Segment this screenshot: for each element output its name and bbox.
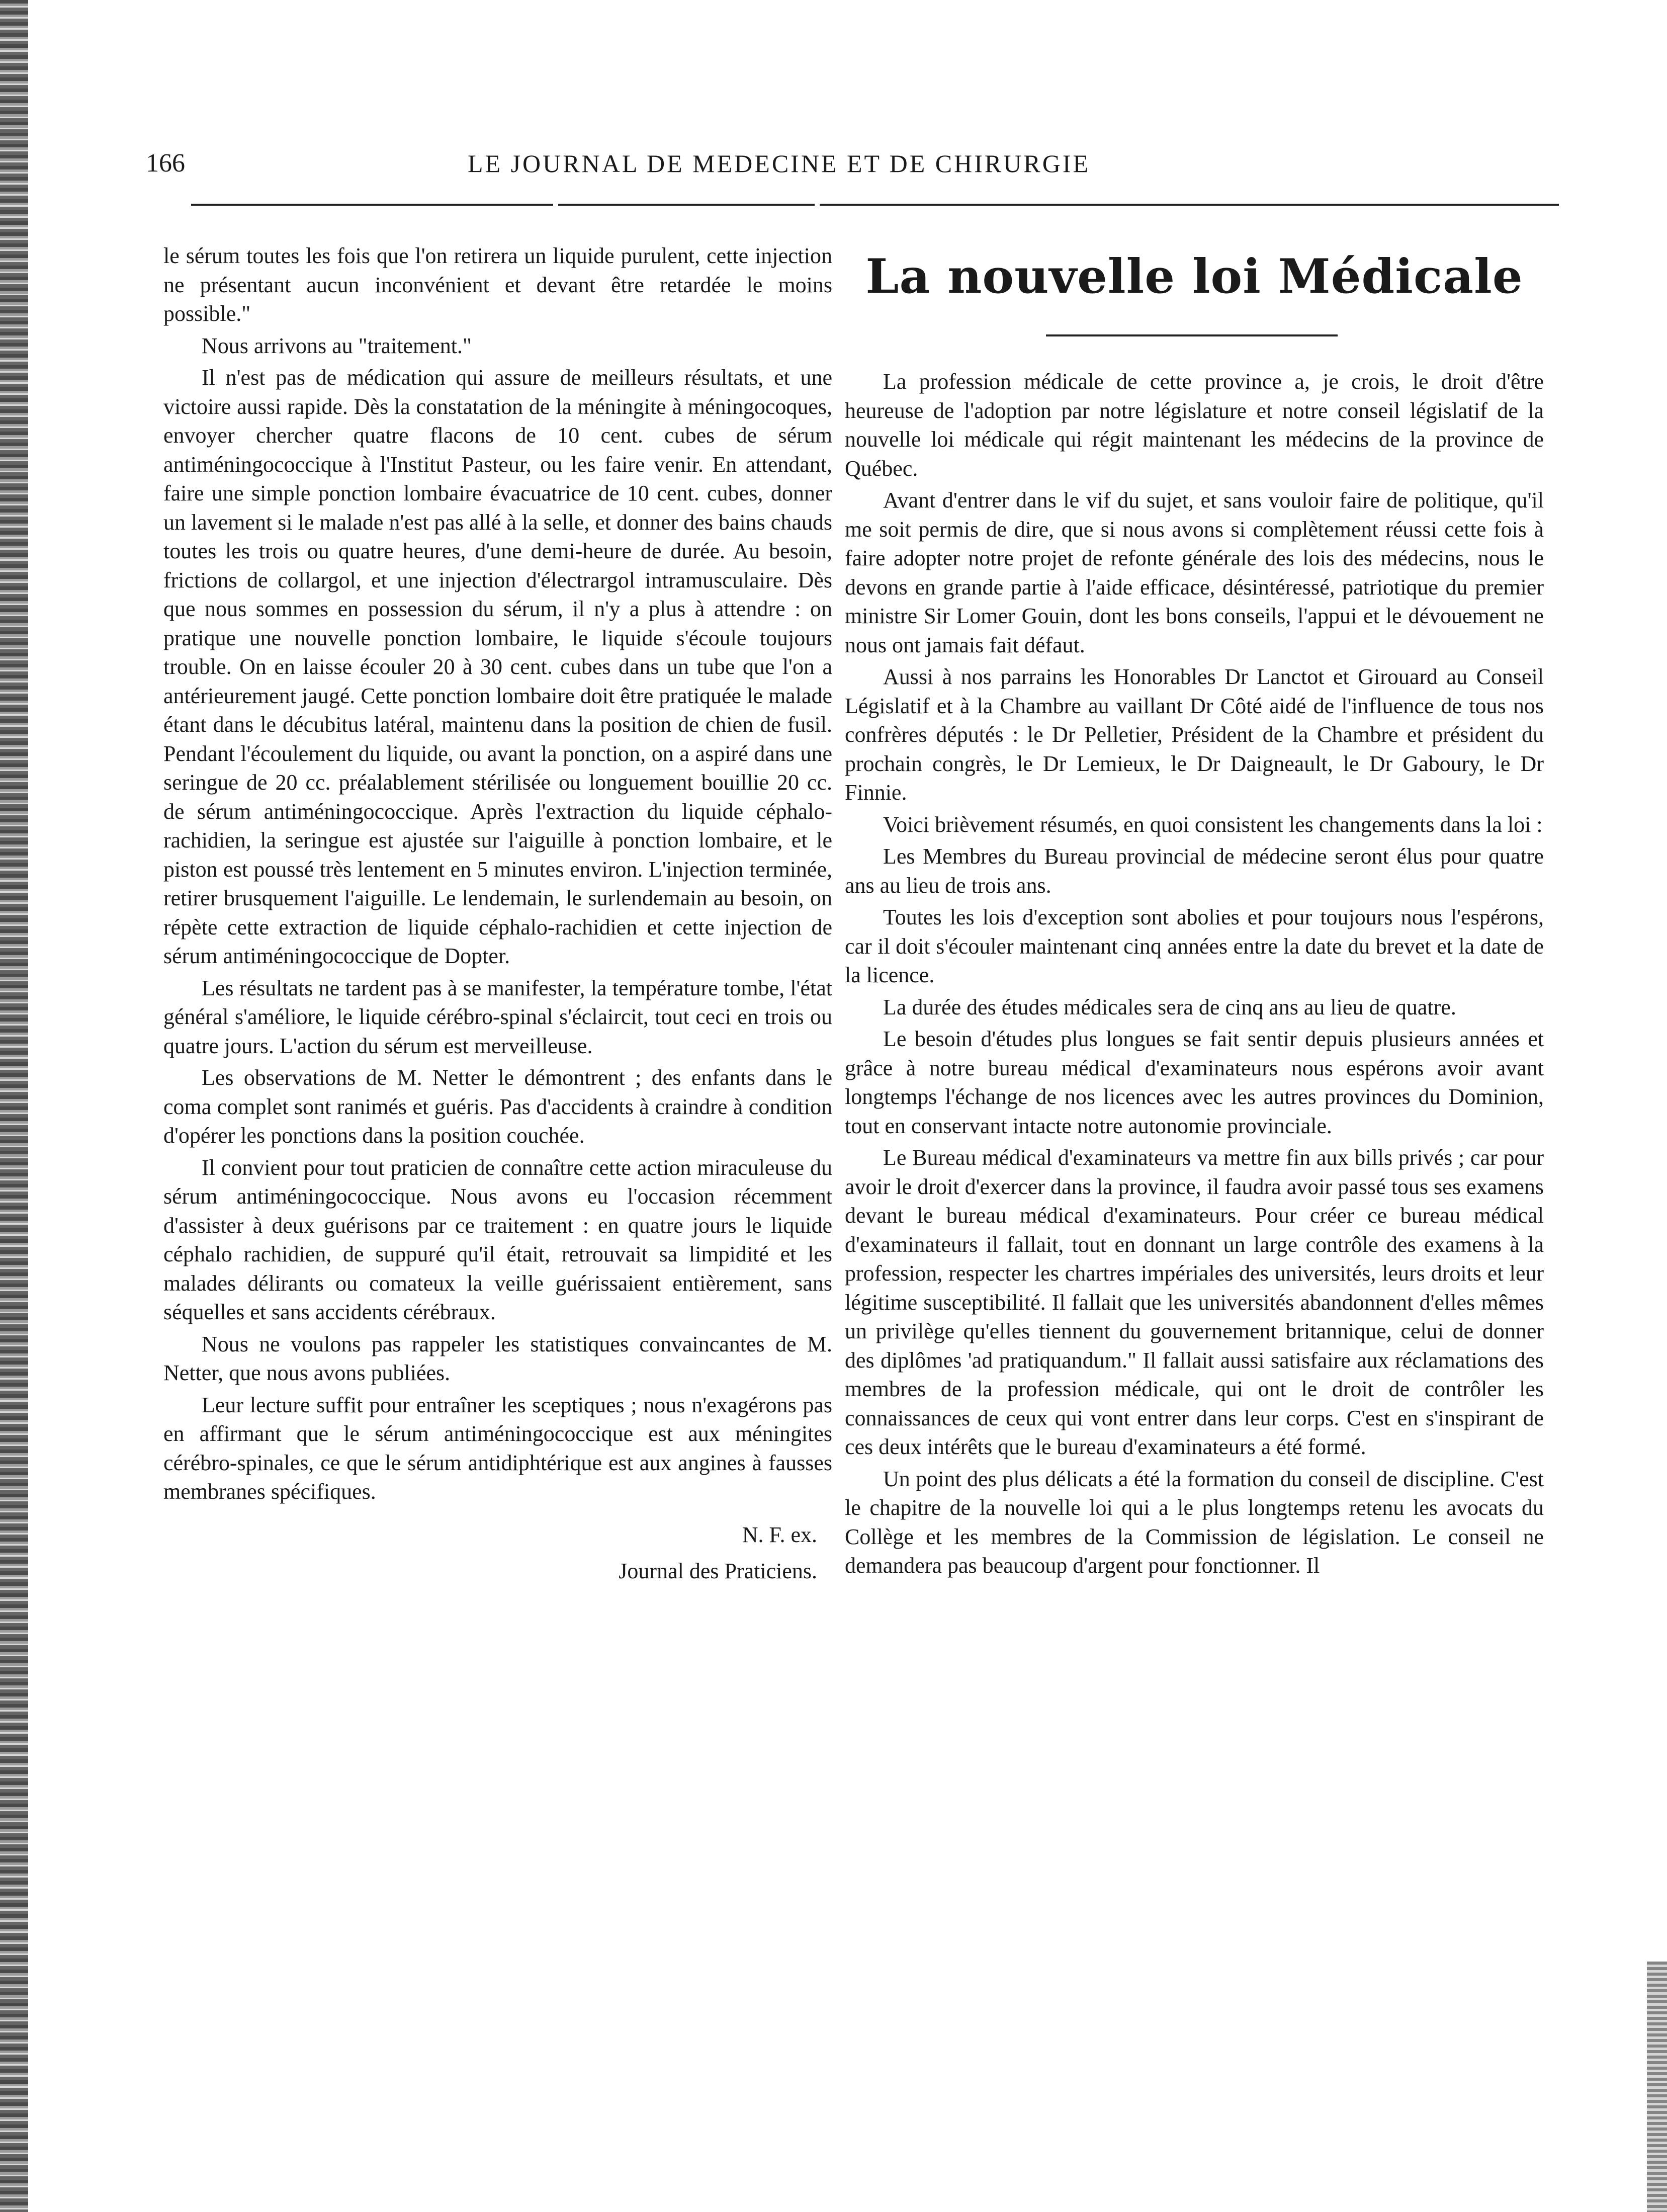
paragraph: Leur lecture suffit pour entraîner les sceptiques ; nous n'exagérons pas en affirmant que le sérum antiméningococcique est aux méningites cérébro-spinales, ce que le sérum antidiphtérique est aux angines à fausses membranes spécifiques. bbox=[163, 1392, 832, 1504]
paragraph: Avant d'entrer dans le vif du sujet, et sans vouloir faire de politique, qu'il me soit permis de dire, que si nous avons si complètement réussi cette fois à faire adopter notre projet de refonte générale des lois des médecins, nous le devons en grande partie à l'aide efficace, désintéressé, patriotique du premier ministre Sir Lomer Gouin, dont les bons conseils, l'appui et le dévouement ne nous ont jamais fait défaut. bbox=[845, 488, 1544, 657]
paragraph: Aussi à nos parrains les Honorables Dr Lanctot et Girouard au Conseil Législatif et à la Chambre au vaillant Dr Côté aidé de l'influence de tous nos confrères députés : le Dr Pelletier, Président de la Chambre et président du prochain congrès, le Dr Lemieux, le Dr Daigneault, le Dr Gaboury, le Dr Finnie. bbox=[845, 664, 1544, 805]
paragraph: Nous arrivons au "traitement." bbox=[202, 333, 472, 358]
author-signature: N. F. ex. bbox=[742, 1522, 817, 1547]
paragraph: Il convient pour tout praticien de connaître cette action miraculeuse du sérum antiméningococcique. Nous avons eu l'occasion récemment d'assister à deux guérisons par ce traitement : en quatre jours le liquide céphalo rachidien, de suppuré qu'il était, retrouvait sa limpidité et les malades délirants ou comateux la veille guérissaient entièrement, sans séquelles et sans accidents cérébraux. bbox=[163, 1155, 832, 1324]
page-header bbox=[146, 146, 1549, 186]
article-title: La nouvelle loi Médicale bbox=[865, 249, 1523, 304]
paragraph: Nous ne voulons pas rappeler les statistiques convaincantes de M. Netter, que nous avons publiées. bbox=[163, 1331, 832, 1385]
paragraph: Toutes les lois d'exception sont abolies et pour toujours nous l'espérons, car il doit s'écouler maintenant cinq années entre la date du brevet et la date de la licence. bbox=[845, 905, 1544, 987]
header-rule bbox=[558, 204, 815, 206]
paragraph: le sérum toutes les fois que l'on retirera un liquide purulent, cette injection ne présentant aucun inconvénient et devant être retardée le moins possible." bbox=[163, 243, 832, 326]
paragraph: La profession médicale de cette province a, je crois, le droit d'être heureuse de l'adoption par notre législature et notre conseil législatif de la nouvelle loi médicale qui régit maintenant les médecins de la province de Québec. bbox=[845, 369, 1544, 481]
paragraph: Voici brièvement résumés, en quoi consistent les changements dans la loi : bbox=[883, 812, 1543, 837]
header-rule bbox=[191, 204, 553, 206]
left-column bbox=[163, 241, 832, 1585]
paragraph: La durée des études médicales sera de cinq ans au lieu de quatre. bbox=[883, 994, 1456, 1019]
paragraph: Le Bureau médical d'examinateurs va mettre fin aux bills privés ; car pour avoir le droit d'exercer dans la province, il faudra avoir passé tous ses examens devant le bureau médical d'examinateurs. Pour créer ce bureau médical d'examinateurs il fallait, tout en donnant un large contrôle des examens à la profession, respecter les chartres impériales des universités, leurs droits et leur légitime susceptibilité. Il fallait que les universités abandonnent d'elles mêmes un privilège qu'elles tiennent du gouvernement britannique, celui de donner des diplômes 'ad pratiquandum." Il fallait aussi satisfaire aux réclamations des membres de la profession médicale, qui ont le droit de contrôler les connaissances de ceux qui vont entrer dans leur corps. C'est en s'inspirant de ces deux intérêts que le bureau d'examinateurs a été formé. bbox=[845, 1145, 1544, 1459]
paragraph: Les résultats ne tardent pas à se manifester, la température tombe, l'état général s'améliore, le liquide cérébro-spinal s'éclaircit, tout ceci en trois ou quatre jours. L'action du sérum est merveilleuse. bbox=[163, 975, 832, 1058]
running-title: LE JOURNAL DE MEDECINE ET DE CHIRURGIE bbox=[468, 149, 1091, 178]
paragraph: Les observations de M. Netter le démontrent ; des enfants dans le coma complet sont ranimés et guéris. Pas d'accidents à craindre à condition d'opérer les ponctions dans la position couchée. bbox=[163, 1065, 832, 1148]
paragraph: Les Membres du Bureau provincial de médecine seront élus pour quatre ans au lieu de trois ans. bbox=[845, 844, 1544, 898]
paragraph: Il n'est pas de médication qui assure de meilleurs résultats, et une victoire aussi rapide. Dès la constatation de la méningite à méningocoques, envoyer chercher quatre flacons de 10 cent. cubes de sérum antiméningococcique à l'Institut Pasteur, ou les faire venir. En attendant, faire une simple ponction lombaire évacuatrice de 10 cent. cubes, donner un lavement si le malade n'est pas allé à la selle, et donner des bains chauds toutes les trois ou quatre heures, d'une demi-heure de durée. Au besoin, frictions de collargol, et une injection d'électrargol intramusculaire. Dès que nous sommes en possession du sérum, il n'y a plus à attendre : on pratique une nouvelle ponction lombaire, le liquide s'écoule toujours trouble. On en laisse écouler 20 à 30 cent. cubes dans un tube que l'on a antérieurement jaugé. Cette ponction lombaire doit être pratiquée le malade étant dans le décubitus latéral, maintenu dans la position de chien de fusil. Pendant l'écoulement du liquide, ou avant la ponction, on a aspiré dans une seringue de 20 cc. préalablement stérilisée ou longuement bouillie 20 cc. de sérum antiméningococcique. Après l'extraction du liquide céphalo-rachidien, la seringue est ajustée sur l'aiguille à ponction lombaire, et le piston est poussé très lentement en 5 minutes environ. L'injection terminée, retirer brusquement l'aiguille. Le lendemain, le surlendemain au besoin, on répète cette extraction de liquide céphalo-rachidien et cette injection de sérum antiméningococcique de Dopter. bbox=[163, 365, 832, 968]
paragraph: Un point des plus délicats a été la formation du conseil de discipline. C'est le chapitre de la nouvelle loi qui a le plus longtemps retenu les avocats du Collège et les membres de la Commission de législation. Le conseil ne demandera pas beaucoup d'argent pour fonctionner. Il bbox=[845, 1466, 1544, 1578]
title-rule bbox=[1046, 334, 1338, 336]
source-citation: Journal des Praticiens. bbox=[619, 1558, 817, 1583]
page-number: 166 bbox=[146, 149, 185, 178]
right-column bbox=[845, 367, 1544, 1583]
header-rule bbox=[820, 204, 1559, 206]
scan-binding-edge bbox=[0, 0, 28, 2212]
paragraph: Le besoin d'études plus longues se fait sentir depuis plusieurs années et grâce à notre bureau médical d'examinateurs nous espérons avoir avant longtemps l'échange de nos licences avec les autres provinces du Dominion, tout en conservant intacte notre autonomie provinciale. bbox=[845, 1027, 1544, 1138]
scan-edge-noise bbox=[1647, 1962, 1667, 2212]
